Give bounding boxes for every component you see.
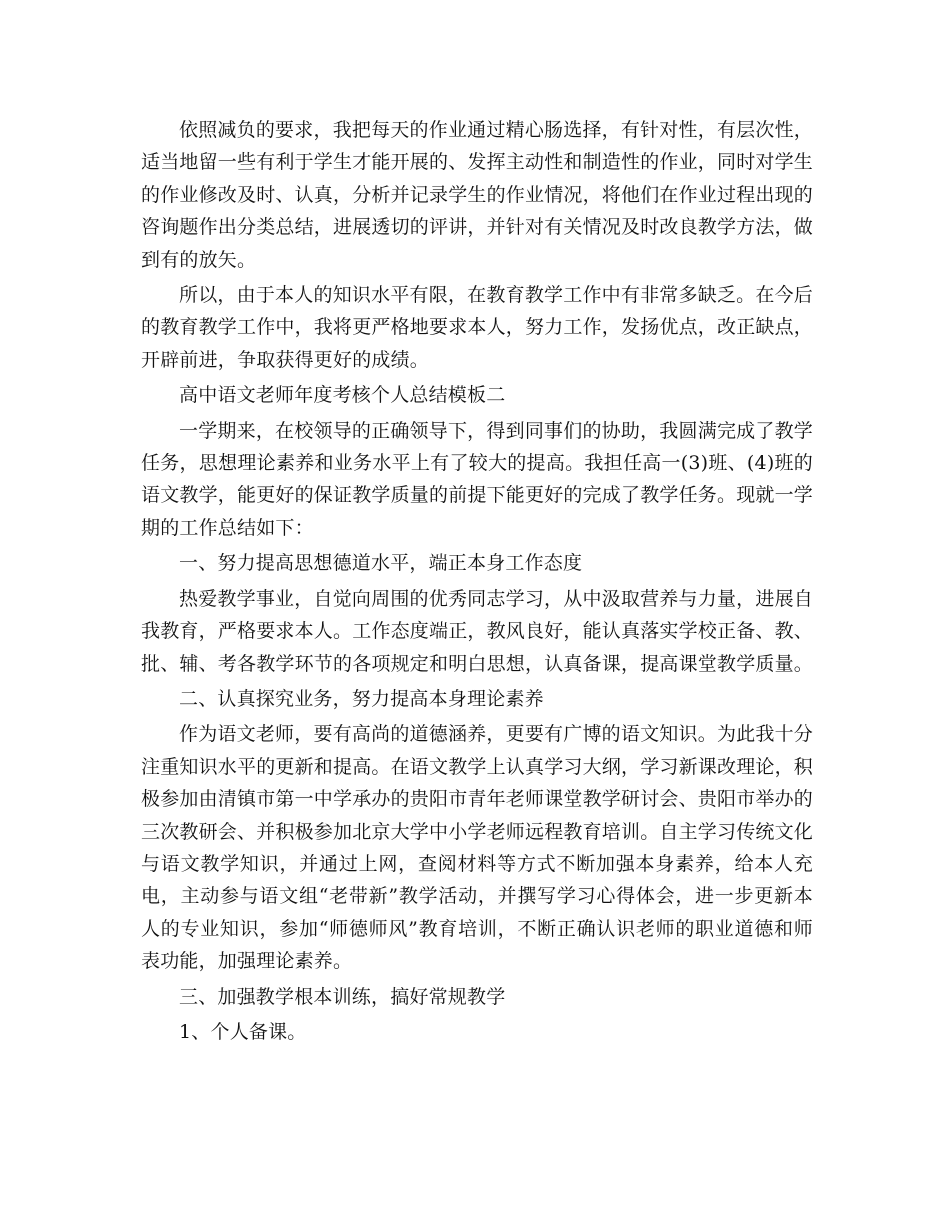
paragraph-attitude: 热爱教学事业，自觉向周围的优秀同志学习，从中汲取营养与力量，进展自我教育，严格要求本人。工作态度端正，教风良好，能认真落实学校正备、教、批、辅、考各教学环节的各项规定和明白思想，认真备课，提高课堂教学质量。 bbox=[141, 587, 814, 675]
paragraph-homework: 依照减负的要求，我把每天的作业通过精心肠选择，有针对性，有层次性，适当地留一些有利于学生才能开展的、发挥主动性和制造性的作业，同时对学生的作业修改及时、认真，分析并记录学生的作业情况，将他们在作业过程出现的咨询题作出分类总结，进展透切的评讲，并针对有关情况及时改良教学方法，做到有的放矢。 bbox=[141, 119, 814, 271]
item-lesson-prep: 1、个人备课。 bbox=[179, 1020, 307, 1043]
section-title: 高中语文老师年度考核个人总结模板二 bbox=[179, 384, 506, 407]
paragraph-conclusion: 所以，由于本人的知识水平有限，在教育教学工作中有非常多缺乏。在今后的教育教学工作中，我将更严格地要求本人，努力工作，发扬优点，改正缺点，开辟前进，争取获得更好的成绩。 bbox=[141, 284, 814, 371]
heading-one: 一、努力提高思想德道水平，端正本身工作态度 bbox=[179, 552, 583, 575]
paragraph-study: 作为语文老师，要有高尚的道德涵养，更要有广博的语文知识。为此我十分注重知识水平的更新和提高。在语文教学上认真学习大纲，学习新课改理论，积极参加由清镇市第一中学承办的贵阳市青年老师课堂教学研讨会、贵阳市举办的三次教研会、并积极参加北京大学中小学老师远程教育培训。自主学习传统文化与语文教学知识，并通过上网，查阅材料等方式不断加强本身素养，给本人充电，主动参与语文组“老带新”教学活动，并撰写学习心得体会，进一步更新本人的专业知识，参加“师德师风”教育培训，不断正确认识老师的职业道德和师表功能，加强理论素养。 bbox=[141, 723, 814, 973]
heading-two: 二、认真探究业务，努力提高本身理论素养 bbox=[179, 687, 544, 710]
heading-three: 三、加强教学根本训练，搞好常规教学 bbox=[179, 985, 506, 1008]
paragraph-intro: 一学期来，在校领导的正确领导下，得到同事们的协助，我圆满完成了教学任务，思想理论素养和业务水平上有了较大的提高。我担任高一(3)班、(4)班的语文教学，能更好的保证教学质量的前提下能更好的完成了教学任务。现就一学期的工作总结如下： bbox=[141, 419, 814, 539]
document-page bbox=[141, 114, 813, 1048]
